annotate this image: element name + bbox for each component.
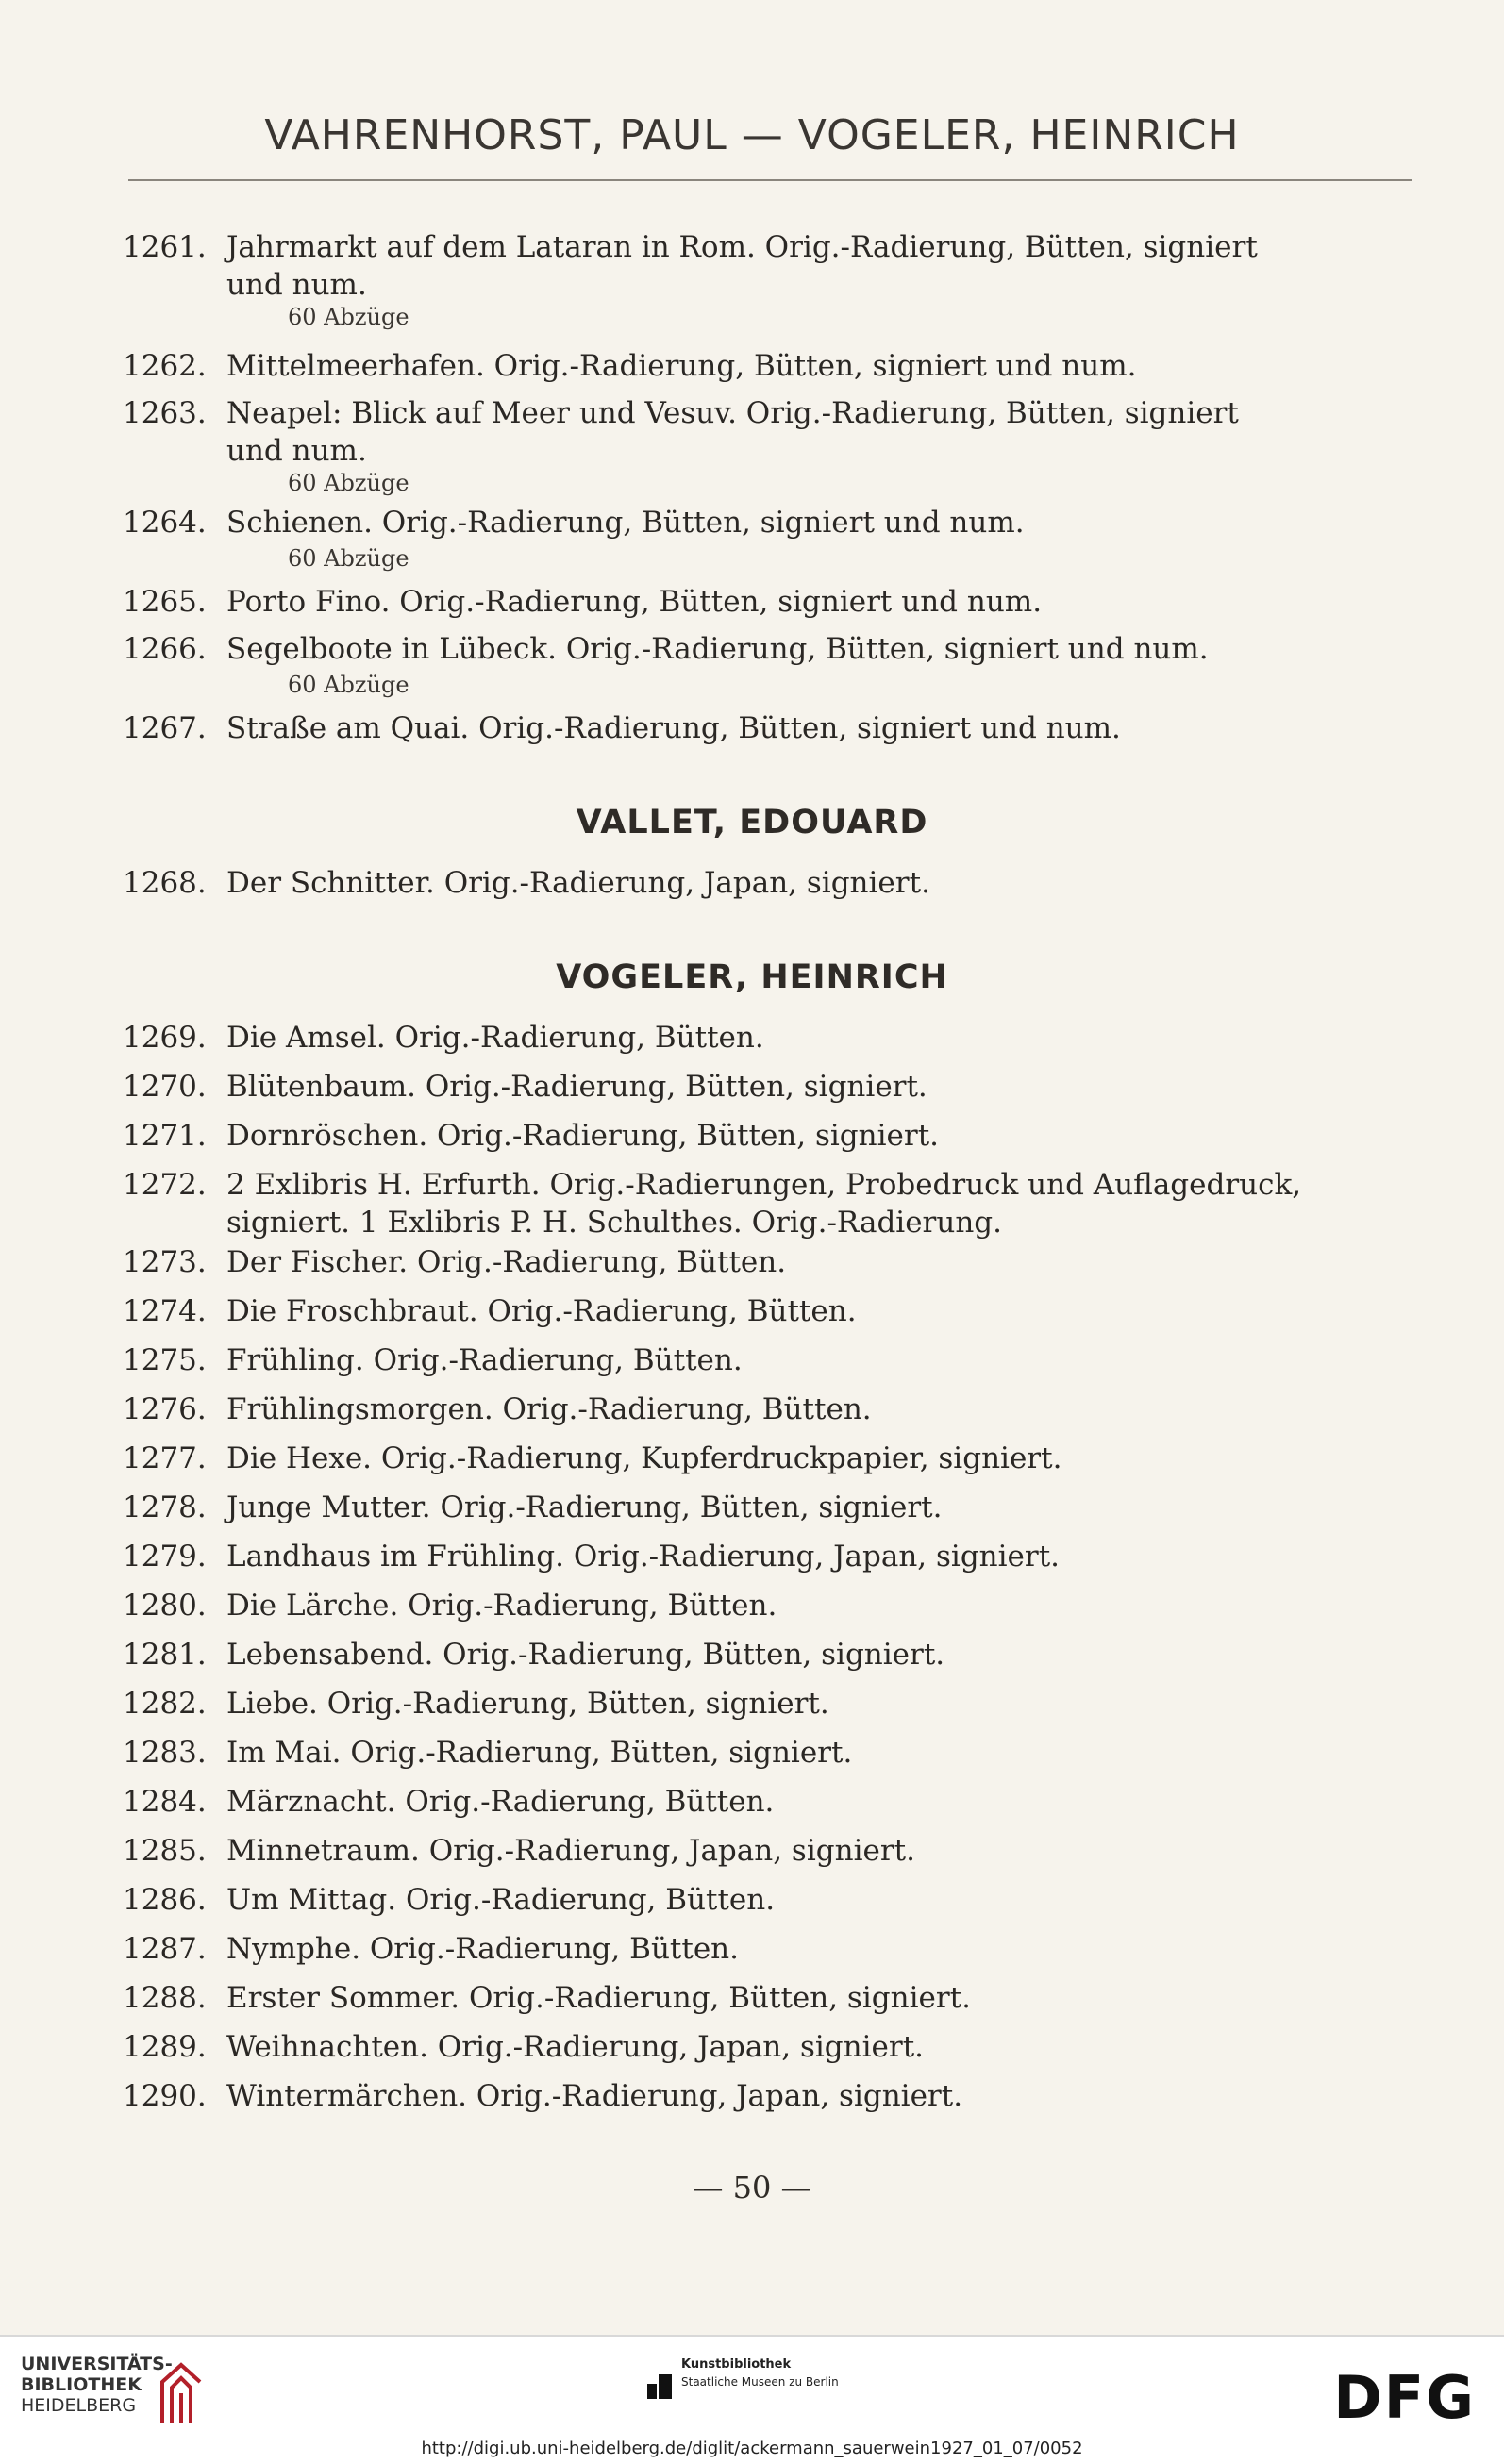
page-url[interactable]: http://digi.ub.uni-heidelberg.de/diglit/ackermann_sauerwein1927_01_07/0052 <box>421 2439 1083 2458</box>
entry-number: 1262. <box>123 349 207 383</box>
entry-number: 1272. <box>123 1168 207 1202</box>
catalog-entry <box>123 1489 1425 1526</box>
entry-number: 1273. <box>123 1245 207 1279</box>
entry-text: Der Fischer. Orig.-Radierung, Bütten. <box>226 1245 787 1279</box>
entry-text: Jahrmarkt auf dem Lataran in Rom. Orig.-Radierung, Bütten, signiert <box>226 230 1258 264</box>
edition-size-note: 60 Abzüge <box>288 545 409 572</box>
entry-text: Landhaus im Frühling. Orig.-Radierung, Japan, signiert. <box>226 1540 1061 1573</box>
header-rule <box>128 179 1412 181</box>
catalog-entry <box>123 1166 1425 1240</box>
entry-number: 1261. <box>123 230 207 264</box>
kunstbibliothek-label[interactable] <box>681 2356 839 2390</box>
catalog-entry <box>123 1117 1425 1155</box>
page-number: — 50 — <box>693 2170 811 2206</box>
entry-number: 1282. <box>123 1687 207 1721</box>
catalog-entry <box>123 1881 1425 1919</box>
edition-size-note: 60 Abzüge <box>288 470 409 496</box>
catalog-entry <box>123 1341 1425 1379</box>
entry-number: 1281. <box>123 1638 207 1672</box>
catalog-entry <box>123 1930 1425 1968</box>
entry-text: Dornröschen. Orig.-Radierung, Bütten, signiert. <box>226 1119 940 1153</box>
entry-number: 1277. <box>123 1441 207 1475</box>
catalog-entry <box>123 630 1425 668</box>
entry-number: 1264. <box>123 506 207 540</box>
kb-line-1: Kunstbibliothek <box>681 2357 792 2372</box>
entry-text: Minnetraum. Orig.-Radierung, Japan, signiert. <box>226 1834 915 1868</box>
catalog-entry <box>123 347 1425 385</box>
catalog-entry <box>123 1832 1425 1870</box>
entry-text: Die Froschbraut. Orig.-Radierung, Bütten. <box>226 1294 857 1328</box>
catalog-entry <box>123 1019 1425 1057</box>
dfg-logo[interactable]: DFG <box>1333 2363 1476 2432</box>
university-emblem-icon <box>159 2361 204 2427</box>
university-library-logo[interactable] <box>21 2354 173 2416</box>
entry-text: Die Hexe. Orig.-Radierung, Kupferdruckpapier, signiert. <box>226 1441 1062 1475</box>
catalog-entry <box>123 1538 1425 1575</box>
entry-text: Die Amsel. Orig.-Radierung, Bütten. <box>226 1021 764 1055</box>
entry-number: 1267. <box>123 711 207 745</box>
entry-text: Straße am Quai. Orig.-Radierung, Bütten, signiert und num. <box>226 711 1121 745</box>
entry-number: 1263. <box>123 396 207 430</box>
entry-number: 1286. <box>123 1883 207 1917</box>
catalog-entry <box>123 1979 1425 2017</box>
kunstbibliothek-logo-icon <box>645 2372 674 2401</box>
entry-number: 1271. <box>123 1119 207 1153</box>
catalog-entry <box>123 1390 1425 1428</box>
catalog-entry <box>123 1243 1425 1281</box>
edition-size-note: 60 Abzüge <box>288 672 409 698</box>
edition-size-note: 60 Abzüge <box>288 304 409 330</box>
catalog-entry <box>123 709 1425 747</box>
uni-line-1: UNIVERSITÄTS- <box>21 2354 173 2374</box>
catalog-entry <box>123 1440 1425 1477</box>
catalog-entry <box>123 1587 1425 1624</box>
section-title-vogeler: VOGELER, HEINRICH <box>556 958 948 996</box>
entry-text: Mittelmeerhafen. Orig.-Radierung, Bütten, signiert und num. <box>226 349 1137 383</box>
entry-text: Liebe. Orig.-Radierung, Bütten, signiert. <box>226 1687 829 1721</box>
uni-line-3: HEIDELBERG <box>21 2395 137 2416</box>
entry-number: 1276. <box>123 1392 207 1426</box>
entry-text: 2 Exlibris H. Erfurth. Orig.-Radierungen, Probedruck und Auflagedruck, <box>226 1168 1302 1202</box>
entry-number: 1278. <box>123 1490 207 1524</box>
catalog-entry <box>123 504 1425 541</box>
entry-continuation: signiert. 1 Exlibris P. H. Schulthes. Orig.-Radierung. <box>226 1206 1002 1240</box>
entry-text: Frühling. Orig.-Radierung, Bütten. <box>226 1343 743 1377</box>
catalog-entry <box>123 1636 1425 1673</box>
catalog-entry <box>123 1068 1425 1106</box>
entry-text: Die Lärche. Orig.-Radierung, Bütten. <box>226 1589 777 1623</box>
entry-number: 1280. <box>123 1589 207 1623</box>
entry-text: Junge Mutter. Orig.-Radierung, Bütten, signiert. <box>226 1490 943 1524</box>
entry-text: Der Schnitter. Orig.-Radierung, Japan, signiert. <box>226 866 930 900</box>
entry-number: 1290. <box>123 2079 207 2113</box>
entry-text: Porto Fino. Orig.-Radierung, Bütten, signiert und num. <box>226 585 1043 619</box>
entry-number: 1265. <box>123 585 207 619</box>
entry-text: Nymphe. Orig.-Radierung, Bütten. <box>226 1932 739 1966</box>
catalog-entry <box>123 2077 1425 2115</box>
entry-number: 1289. <box>123 2030 207 2064</box>
kb-line-2: Staatliche Museen zu Berlin <box>681 2375 839 2389</box>
entry-number: 1285. <box>123 1834 207 1868</box>
entry-text: Um Mittag. Orig.-Radierung, Bütten. <box>226 1883 776 1917</box>
entry-number: 1287. <box>123 1932 207 1966</box>
entry-text: Weihnachten. Orig.-Radierung, Japan, signiert. <box>226 2030 925 2064</box>
entry-number: 1270. <box>123 1070 207 1104</box>
entry-continuation: und num. <box>226 434 367 468</box>
catalog-entry <box>123 1292 1425 1330</box>
entry-text: Neapel: Blick auf Meer und Vesuv. Orig.-Radierung, Bütten, signiert <box>226 396 1239 430</box>
entry-number: 1279. <box>123 1540 207 1573</box>
entry-number: 1269. <box>123 1021 207 1055</box>
entry-text: Schienen. Orig.-Radierung, Bütten, signiert und num. <box>226 506 1025 540</box>
entry-number: 1283. <box>123 1736 207 1770</box>
entry-text: Märznacht. Orig.-Radierung, Bütten. <box>226 1785 775 1819</box>
catalog-entry <box>123 1734 1425 1772</box>
entry-text: Lebensabend. Orig.-Radierung, Bütten, signiert. <box>226 1638 945 1672</box>
entry-number: 1284. <box>123 1785 207 1819</box>
entry-number: 1275. <box>123 1343 207 1377</box>
entry-text: Wintermärchen. Orig.-Radierung, Japan, signiert. <box>226 2079 963 2113</box>
entry-text: Im Mai. Orig.-Radierung, Bütten, signiert. <box>226 1736 853 1770</box>
entry-text: Frühlingsmorgen. Orig.-Radierung, Bütten. <box>226 1392 872 1426</box>
entry-text: Erster Sommer. Orig.-Radierung, Bütten, signiert. <box>226 1981 971 2015</box>
entry-number: 1288. <box>123 1981 207 2015</box>
catalog-entry <box>123 228 1425 302</box>
entry-number: 1266. <box>123 632 207 666</box>
catalog-entry <box>123 1685 1425 1723</box>
section-title-vallet: VALLET, EDOUARD <box>576 804 928 841</box>
uni-line-2: BIBLIOTHEK <box>21 2374 142 2395</box>
entry-continuation: und num. <box>226 268 367 302</box>
catalog-entry <box>123 394 1425 468</box>
catalog-entry <box>123 864 1425 902</box>
viewer-footer <box>0 2335 1504 2464</box>
catalog-entry <box>123 583 1425 621</box>
entry-text: Blütenbaum. Orig.-Radierung, Bütten, signiert. <box>226 1070 927 1104</box>
catalog-entry <box>123 2028 1425 2066</box>
entry-number: 1274. <box>123 1294 207 1328</box>
running-head: VAHRENHORST, PAUL — VOGELER, HEINRICH <box>264 111 1240 159</box>
catalog-entry <box>123 1783 1425 1821</box>
entry-text: Segelboote in Lübeck. Orig.-Radierung, Bütten, signiert und num. <box>226 632 1209 666</box>
entry-number: 1268. <box>123 866 207 900</box>
